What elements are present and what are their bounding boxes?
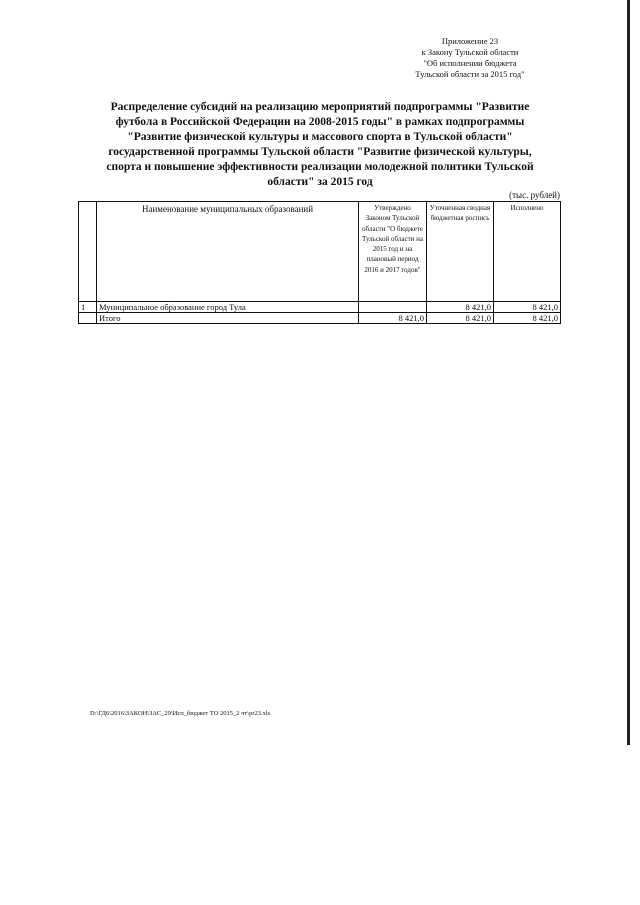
- appendix-line-2: к Закону Тульской области: [421, 47, 519, 57]
- appendix-line-3: "Об исполнении бюджета: [423, 58, 517, 68]
- row-executed: 8 421,0: [494, 302, 561, 313]
- document-title: [80, 100, 560, 190]
- title-line-1: Распределение субсидий на реализацию мероприятий подпрограммы "Развитие: [110, 101, 530, 113]
- file-path-footer: D:\ГД6\2016\ЗАКОН\ЗАС_29\Исп_бюджет ТО 2015_2 чт\pr23.xls: [90, 710, 271, 717]
- row-refined: 8 421,0: [427, 302, 494, 313]
- total-number: [79, 313, 97, 324]
- table-header-row: [79, 202, 561, 302]
- title-line-6: области" за 2015 год: [267, 176, 373, 188]
- row-approved: [359, 302, 427, 313]
- units-label: (тыс. рублей): [509, 190, 560, 200]
- header-refined: Уточненная сводная бюджетная роспись: [427, 202, 494, 302]
- total-approved: 8 421,0: [359, 313, 427, 324]
- appendix-header: [380, 36, 560, 80]
- table-total-row: [79, 313, 561, 324]
- table-row: [79, 302, 561, 313]
- header-number: [79, 202, 97, 302]
- row-municipality: Муниципальное образование город Тула: [97, 302, 359, 313]
- total-label: Итого: [97, 313, 359, 324]
- total-executed: 8 421,0: [494, 313, 561, 324]
- row-number: 1: [79, 302, 97, 313]
- scan-edge-line: [627, 0, 630, 745]
- total-refined: 8 421,0: [427, 313, 494, 324]
- title-line-2: футбола в Российской Федерации на 2008-2015 годы" в рамках подпрограммы: [115, 116, 525, 128]
- title-line-3: "Развитие физической культуры и массового спорта в Тульской области": [127, 131, 513, 143]
- appendix-line-1: Приложение 23: [441, 36, 499, 46]
- header-approved: Утверждено Законом Тульской области "О бюджете Тульской области на 2015 год и на плановый период 2016 и 2017 годов": [359, 202, 427, 302]
- title-line-4: государственной программы Тульской области "Развитие физической культуры,: [108, 146, 532, 158]
- appendix-line-4: Тульской области за 2015 год": [415, 69, 525, 79]
- subsidy-table: [78, 201, 561, 324]
- header-executed: Исполнено: [494, 202, 561, 302]
- title-line-5: спорта и повышение эффективности реализации молодежной политики Тульской: [106, 161, 534, 173]
- header-municipality: Наименование муниципальных образований: [97, 202, 359, 302]
